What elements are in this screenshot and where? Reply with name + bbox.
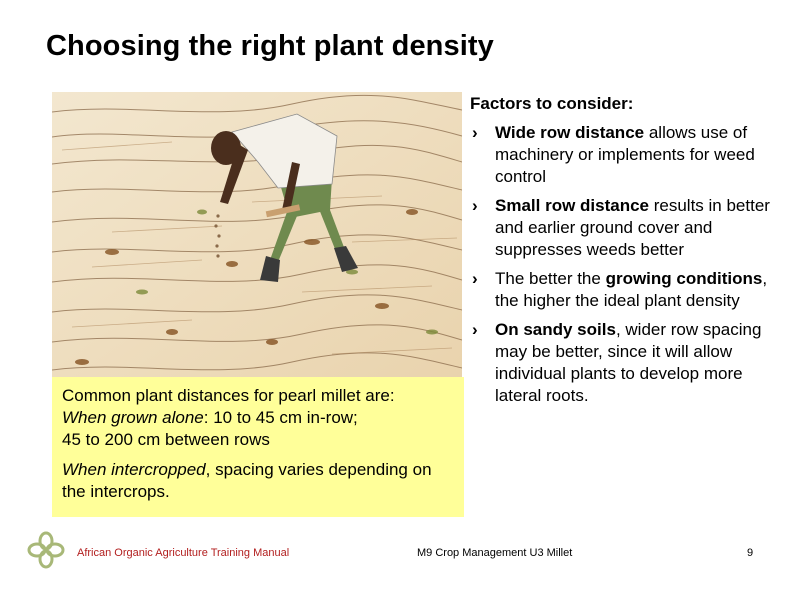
manual-logo-icon bbox=[26, 530, 66, 570]
infobox-alone bbox=[62, 407, 454, 429]
factor-bold: Wide row distance bbox=[495, 123, 645, 142]
factor-item bbox=[470, 319, 788, 407]
chevron-right-icon: › bbox=[472, 320, 478, 339]
footer-manual-title: African Organic Agriculture Training Manual bbox=[77, 547, 290, 559]
factor-text: allows use of machinery or implements for weed control bbox=[495, 123, 755, 186]
factor-text: , the higher the ideal plant density bbox=[495, 269, 768, 310]
farmer-sowing-illustration bbox=[52, 92, 462, 382]
infobox-alone-rows: 45 to 200 cm between rows bbox=[62, 430, 270, 449]
factor-item bbox=[470, 122, 788, 188]
factors-heading: Factors to consider: bbox=[470, 94, 634, 113]
factor-bold: Small row distance bbox=[495, 196, 649, 215]
factor-bold: growing conditions bbox=[605, 269, 763, 288]
factor-text: results in better and earlier ground cover and suppresses weeds better bbox=[495, 196, 770, 259]
footer-module: M9 Crop Management U3 Millet bbox=[417, 547, 573, 559]
alone-label: When grown alone bbox=[62, 408, 204, 427]
chevron-right-icon: › bbox=[472, 196, 478, 215]
factor-pre: The better the bbox=[495, 269, 606, 288]
factor-text: , wider row spacing may be better, since it will allow individual plants to develop more lateral roots. bbox=[495, 320, 762, 405]
factors-list bbox=[470, 93, 788, 414]
factor-item bbox=[470, 268, 788, 312]
chevron-right-icon: › bbox=[472, 123, 478, 142]
page-number: 9 bbox=[747, 547, 754, 559]
infobox-intro: Common plant distances for pearl millet are: bbox=[62, 386, 395, 405]
factor-bold: On sandy soils bbox=[495, 320, 616, 339]
plant-distance-infobox bbox=[52, 377, 464, 517]
infobox-intercrop bbox=[62, 459, 454, 503]
chevron-right-icon: › bbox=[472, 269, 478, 288]
intercrop-text: , spacing varies depending on the intercrops. bbox=[62, 460, 432, 501]
alone-text: : 10 to 45 cm in-row; bbox=[203, 408, 358, 427]
slide-title: Choosing the right plant density bbox=[46, 30, 494, 62]
factor-item bbox=[470, 195, 788, 261]
intercrop-label: When intercropped bbox=[62, 460, 206, 479]
